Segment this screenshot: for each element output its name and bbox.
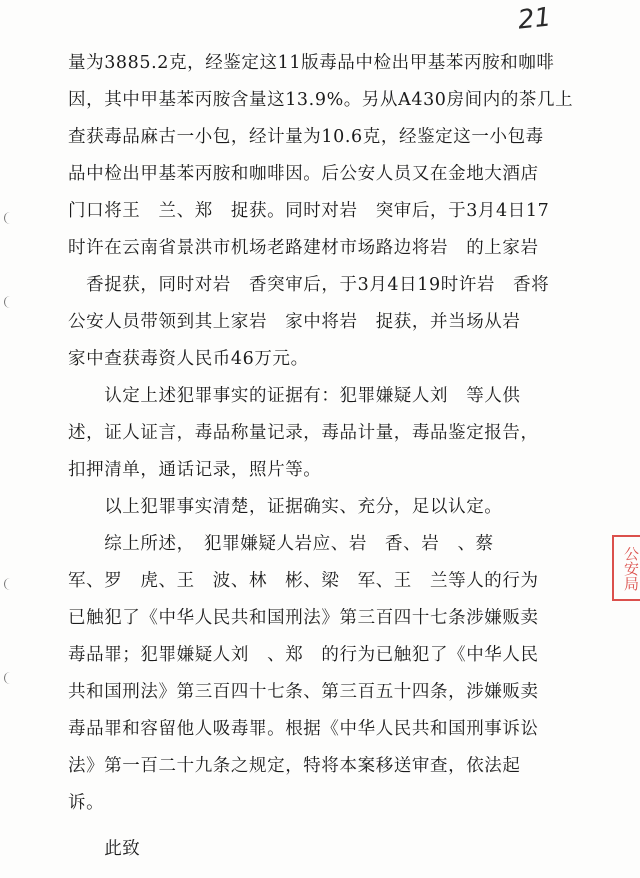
body-line-19: 毒品罪和容留他人吸毒罪。根据《中华人民共和国刑事诉讼: [68, 719, 539, 739]
body-line-13: 以上犯罪事实清楚，证据确实、充分，足以认定。: [68, 497, 503, 517]
body-line-9: 家中查获毒资人民币46万元。: [68, 349, 309, 369]
body-line-12: 扣押清单，通话记录，照片等。: [68, 460, 322, 480]
red-seal-stamp: 公安局: [612, 535, 640, 601]
body-line-5: 门口将王 兰、郑 捉获。同时对岩 突审后，于3月4日17: [68, 201, 550, 221]
body-line-15: 军、罗 虎、王 波、林 彬、梁 军、王 兰等人的行为: [68, 571, 539, 591]
body-line-17: 毒品罪；犯罪嫌疑人刘 、郑 的行为已触犯了《中华人民: [68, 645, 539, 665]
body-line-8: 公安人员带领到其上家岩 家中将岩 捉获，并当场从岩: [68, 312, 521, 332]
body-line-6: 时许在云南省景洪市机场老路建材市场路边将岩 的上家岩: [68, 238, 539, 258]
body-line-20: 法》第一百二十九条之规定，特将本案移送审查，依法起: [68, 756, 521, 776]
binder-hole-mark: [4, 578, 15, 590]
binder-hole-mark: [4, 296, 15, 308]
binder-hole-mark: [4, 672, 15, 684]
binder-hole-mark: [4, 212, 15, 224]
body-line-18: 共和国刑法》第三百四十七条、第三百五十四条，涉嫌贩卖: [68, 682, 539, 702]
body-line-10: 认定上述犯罪事实的证据有：犯罪嫌疑人刘 等人供: [68, 386, 521, 406]
body-line-7: 香捉获，同时对岩 香突审后，于3月4日19时许岩 香将: [68, 275, 550, 295]
body-line-22: 此致: [68, 839, 141, 859]
body-line-1: 量为3885.2克，经鉴定这11版毒品中检出甲基苯丙胺和咖啡: [68, 53, 555, 73]
body-line-16: 已触犯了《中华人民共和国刑法》第三百四十七条涉嫌贩卖: [68, 608, 539, 628]
body-line-11: 述，证人证言，毒品称量记录，毒品计量，毒品鉴定报告，: [68, 423, 539, 443]
body-line-21: 诉。: [68, 793, 105, 813]
body-line-4: 品中检出甲基苯丙胺和咖啡因。后公安人员又在金地大酒店: [68, 164, 539, 184]
body-line-2: 因，其中甲基苯丙胺含量这13.9%。另从A430房间内的茶几上: [68, 90, 574, 110]
body-line-3: 查获毒品麻古一小包，经计量为10.6克，经鉴定这一小包毒: [68, 127, 544, 147]
body-line-14: 综上所述， 犯罪嫌疑人岩应、岩 香、岩 、蔡: [68, 534, 494, 554]
handwritten-page-number: 21: [516, 2, 553, 36]
